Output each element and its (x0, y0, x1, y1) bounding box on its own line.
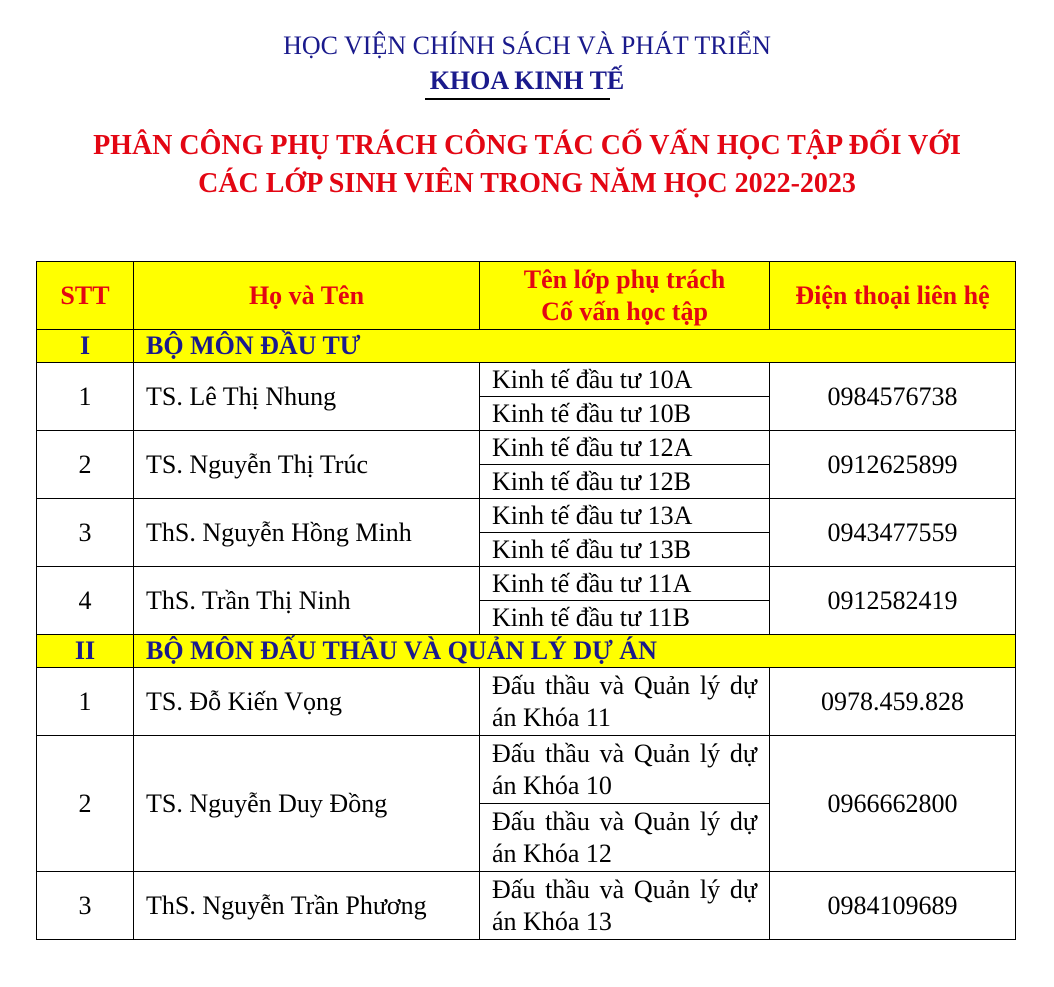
department-row (37, 330, 1016, 363)
row-stt: 4 (37, 567, 134, 635)
phone-number: 0943477559 (770, 499, 1016, 567)
class-name: Đấu thầu và Quản lý dự án Khóa 13 (480, 872, 770, 940)
table-row (37, 668, 1016, 736)
table-row (37, 499, 1016, 533)
institution-name: HỌC VIỆN CHÍNH SÁCH VÀ PHÁT TRIỂN (283, 31, 771, 60)
class-name: Kinh tế đầu tư 13A (480, 499, 770, 533)
row-stt: 2 (37, 736, 134, 872)
department-name: BỘ MÔN ĐẤU THẦU VÀ QUẢN LÝ DỰ ÁN (134, 635, 1016, 668)
class-name: Đấu thầu và Quản lý dự án Khóa 12 (480, 804, 770, 872)
department-number: I (37, 330, 134, 363)
row-stt: 1 (37, 363, 134, 431)
phone-number: 0966662800 (770, 736, 1016, 872)
class-name: Đấu thầu và Quản lý dự án Khóa 11 (480, 668, 770, 736)
column-header-class-line2: Cố vấn học tập (541, 296, 708, 326)
advisor-assignment-table (36, 261, 1016, 940)
column-header-stt: STT (37, 262, 134, 330)
column-header-name: Họ và Tên (134, 262, 480, 330)
advisor-name: ThS. Trần Thị Ninh (134, 567, 480, 635)
row-stt: 2 (37, 431, 134, 499)
class-name: Kinh tế đầu tư 10A (480, 363, 770, 397)
department-row (37, 635, 1016, 668)
advisor-name: TS. Nguyễn Thị Trúc (134, 431, 480, 499)
class-name: Kinh tế đầu tư 12A (480, 431, 770, 465)
class-name: Đấu thầu và Quản lý dự án Khóa 10 (480, 736, 770, 804)
advisor-name: ThS. Nguyễn Hồng Minh (134, 499, 480, 567)
class-name: Kinh tế đầu tư 13B (480, 533, 770, 567)
department-name: BỘ MÔN ĐẦU TƯ (134, 330, 1016, 363)
phone-number: 0978.459.828 (770, 668, 1016, 736)
faculty-underline (425, 98, 610, 100)
department-number: II (37, 635, 134, 668)
advisor-name: TS. Nguyễn Duy Đồng (134, 736, 480, 872)
phone-number: 0984576738 (770, 363, 1016, 431)
document-title-line2: CÁC LỚP SINH VIÊN TRONG NĂM HỌC 2022-2023 (198, 168, 856, 199)
row-stt: 1 (37, 668, 134, 736)
class-name: Kinh tế đầu tư 11A (480, 567, 770, 601)
table-row (37, 872, 1016, 940)
phone-number: 0984109689 (770, 872, 1016, 940)
class-name: Kinh tế đầu tư 10B (480, 397, 770, 431)
table-row (37, 363, 1016, 397)
row-stt: 3 (37, 499, 134, 567)
document-title-line1: PHÂN CÔNG PHỤ TRÁCH CÔNG TÁC CỐ VẤN HỌC TẬP ĐỐI VỚI (93, 130, 961, 161)
table-row (37, 567, 1016, 601)
table-header-row (37, 262, 1016, 330)
column-header-class-line1: Tên lớp phụ trách (523, 265, 726, 295)
class-name: Kinh tế đầu tư 12B (480, 465, 770, 499)
advisor-name: TS. Đỗ Kiến Vọng (134, 668, 480, 736)
faculty-name: KHOA KINH TẾ (429, 66, 625, 95)
advisor-name: TS. Lê Thị Nhung (134, 363, 480, 431)
table-row (37, 736, 1016, 804)
phone-number: 0912625899 (770, 431, 1016, 499)
class-name: Kinh tế đầu tư 11B (480, 601, 770, 635)
column-header-class (480, 262, 770, 330)
table-row (37, 431, 1016, 465)
column-header-phone: Điện thoại liên hệ (770, 262, 1016, 330)
phone-number: 0912582419 (770, 567, 1016, 635)
advisor-name: ThS. Nguyễn Trần Phương (134, 872, 480, 940)
row-stt: 3 (37, 872, 134, 940)
